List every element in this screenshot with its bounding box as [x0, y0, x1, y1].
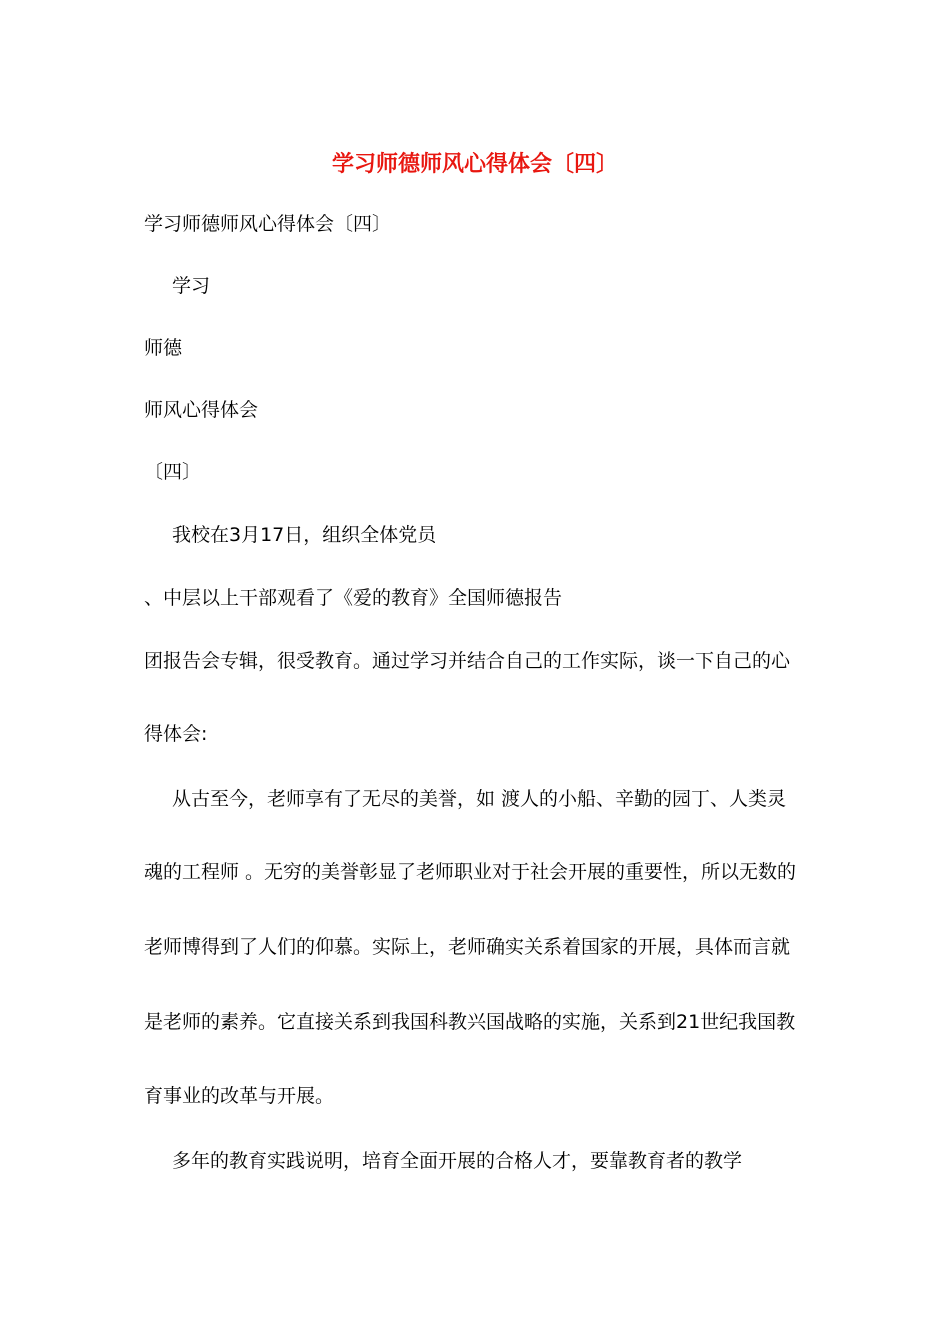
document-title: 学习师德师风心得体会〔四〕 — [331, 152, 618, 177]
text-line-2: 学习 — [172, 275, 211, 297]
text-line-10: 从古至今，老师享有了无尽的美誉，如 渡人的小船、辛勤的园丁、人类灵 — [172, 788, 787, 810]
text-line-1: 学习师德师风心得体会〔四〕 — [144, 213, 392, 235]
text-line-13: 是老师的素养。它直接关系到我国科教兴国战略的实施，关系到21世纪我国教 — [144, 1011, 796, 1033]
text-line-14: 育事业的改革与开展。 — [144, 1085, 335, 1107]
text-line-7: 、中层以上干部观看了《爱的教育》全国师德报告 — [144, 587, 563, 609]
text-line-8: 团报告会专辑，很受教育。通过学习并结合自己的工作实际，谈一下自己的心 — [144, 650, 791, 672]
text-line-6: 我校在3月17日，组织全体党员 — [172, 524, 437, 546]
text-line-4: 师风心得体会 — [144, 399, 259, 421]
text-line-12: 老师博得到了人们的仰慕。实际上，老师确实关系着国家的开展，具体而言就 — [144, 936, 791, 958]
text-line-11: 魂的工程师 。无穷的美誉彰显了老师职业对于社会开展的重要性，所以无数的 — [144, 861, 797, 883]
text-line-9: 得体会: — [144, 723, 208, 745]
text-line-3: 师德 — [144, 337, 183, 359]
text-line-15: 多年的教育实践说明，培育全面开展的合格人才，要靠教育者的教学 — [172, 1150, 743, 1172]
text-line-5: 〔四〕 — [144, 461, 202, 483]
